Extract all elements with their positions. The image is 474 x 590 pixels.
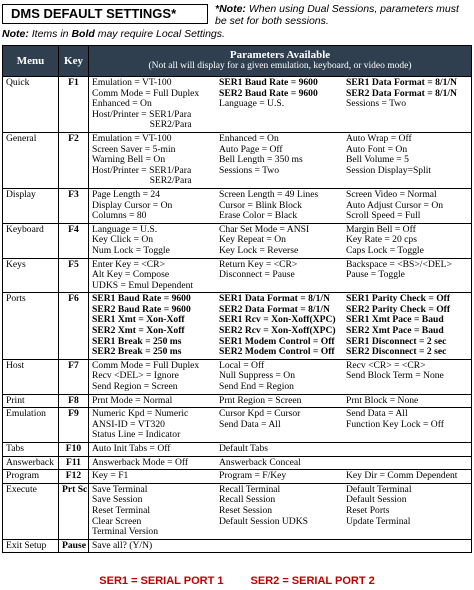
param-item: Send Data = All: [346, 408, 408, 420]
param-item: Sessions = Two: [219, 164, 280, 176]
params-cell: [89, 408, 472, 443]
param-item: Emulation = VT-100: [92, 77, 172, 88]
param-item: Numeric Kpd = Numeric: [92, 408, 189, 420]
param-item: SER1 Xmt = Xon-Xoff: [92, 314, 185, 326]
param-column: [92, 361, 219, 393]
param-item: Enhanced = On: [92, 98, 152, 110]
menu-cell: Ports: [3, 293, 59, 360]
key-cell: F9: [59, 408, 89, 443]
param-item: Sessions = Two: [346, 98, 407, 110]
param-item: SER2 Xmt Pace = Baud: [346, 325, 444, 337]
param-item: Auto Page = Off: [219, 143, 283, 155]
param-item: Bell Length = 350 ms: [219, 154, 303, 166]
params-cell: [89, 456, 472, 470]
param-item: Language = U.S.: [219, 98, 285, 110]
param-item: Program = F/Key: [219, 470, 287, 482]
key-cell: F10: [59, 443, 89, 457]
param-item: Prnt Block = None: [346, 394, 419, 406]
param-item: Default Session UDKS: [219, 515, 309, 527]
table-row: [3, 456, 472, 470]
params-cell: [89, 258, 472, 293]
param-item: Default Terminal: [346, 483, 412, 495]
params-subtitle: (Not all will display for a given emulation, keyboard, or video mode): [148, 60, 412, 71]
note-text: When using Dual Sessions, parameters must be set for both sessions.: [215, 3, 459, 27]
param-column: [219, 78, 346, 110]
param-item: SER1 Baud Rate = 9600: [92, 293, 191, 305]
param-item: Clear Screen: [92, 515, 142, 527]
param-column: [219, 294, 346, 358]
param-item: Caps Lock = Toggle: [346, 244, 424, 256]
key-cell: Pause: [59, 539, 89, 553]
param-item: Enter Key = <CR>: [92, 258, 165, 270]
param-item: Auto Init Tabs = Off: [92, 443, 171, 454]
port-legend: [0, 575, 474, 587]
param-column: [346, 134, 472, 176]
param-item: Status Line = Indicator: [92, 429, 181, 441]
param-item: Save all? (Y/N): [92, 539, 153, 551]
params-cell: [89, 483, 472, 539]
table-row: [3, 77, 472, 133]
param-item: SER1 Data Format = 8/1/N: [346, 77, 457, 88]
param-column: [346, 361, 472, 382]
menu-cell: Exit Setup: [3, 539, 59, 553]
param-column: [219, 458, 346, 469]
param-item: Prnt Mode = Normal: [92, 394, 173, 406]
table-row: [3, 443, 472, 457]
param-item: Key Repeat = On: [219, 234, 286, 246]
param-item: Key = F1: [92, 470, 129, 482]
param-column: [219, 396, 346, 407]
param-item: Display Cursor = On: [92, 199, 173, 211]
param-item: SER2 Modem Control = Off: [219, 346, 335, 358]
bold-items-note: [2, 28, 225, 40]
key-cell: F1: [59, 77, 89, 133]
param-item: SER2 Data Format = 8/1/N: [219, 303, 330, 315]
key-cell: F3: [59, 188, 89, 223]
param-column: [219, 190, 346, 222]
param-column: [219, 471, 346, 482]
param-item: Scroll Speed = Full: [346, 210, 421, 222]
param-item: ANSI-ID = VT320: [92, 418, 165, 430]
table-row: [3, 293, 472, 360]
param-item: Save Session: [92, 494, 143, 506]
param-item: Key Dir = Comm Dependent: [346, 470, 458, 482]
key-cell: Prt Sc: [59, 483, 89, 539]
param-item: Screen Length = 49 Lines: [219, 188, 319, 200]
param-item: Bell Volume = 5: [346, 154, 409, 166]
param-item: Host/Printer = SER1/Para: [92, 164, 192, 176]
param-item: Send End = Region: [219, 381, 294, 393]
param-item: Screen Video = Normal: [346, 188, 437, 200]
params-cell: [89, 470, 472, 484]
param-item: Recall Terminal: [219, 483, 281, 495]
param-item: SER1 Disconnect = 2 sec: [346, 335, 447, 347]
menu-cell: Keyboard: [3, 223, 59, 258]
note-text-bold: Bold: [71, 28, 95, 40]
param-column: [92, 396, 219, 407]
param-item: Send Block Term = None: [346, 370, 444, 382]
param-item: Local = Off: [219, 359, 265, 371]
param-item: Erase Color = Black: [219, 210, 298, 222]
param-item: Columns = 80: [92, 210, 147, 222]
param-column: [346, 485, 472, 527]
param-column: [92, 294, 219, 358]
param-item: Reset Ports: [346, 504, 390, 516]
param-item: SER2/Para: [92, 175, 192, 187]
param-item: Language = U.S.: [92, 223, 158, 235]
param-item: Cursor = Blink Block: [219, 199, 302, 211]
menu-cell: Display: [3, 188, 59, 223]
menu-cell: Keys: [3, 258, 59, 293]
param-item: SER1 Rcv = Xon-Xoff(XPC): [219, 314, 336, 326]
param-column: [219, 409, 346, 430]
param-item: Comm Mode = Full Duplex: [92, 359, 200, 371]
param-item: Char Set Mode = ANSI: [219, 223, 310, 235]
param-column: [346, 409, 472, 430]
table-row: [3, 258, 472, 293]
param-column: [346, 396, 472, 407]
param-item: Reset Terminal: [92, 504, 151, 516]
param-column: [346, 78, 472, 110]
key-cell: F4: [59, 223, 89, 258]
param-item: SER2 Disconnect = 2 sec: [346, 346, 447, 358]
param-column: [346, 260, 472, 281]
param-item: UDKS = Emul Dependent: [92, 279, 194, 291]
page-title: DMS DEFAULT SETTINGS*: [2, 4, 208, 24]
param-column: [92, 78, 219, 131]
param-item: SER1 Modem Control = Off: [219, 335, 335, 347]
menu-cell: Emulation: [3, 408, 59, 443]
param-item: Save Terminal: [92, 483, 148, 495]
param-item: Update Terminal: [346, 515, 411, 527]
param-item: Screen Saver = 5-min: [92, 143, 176, 155]
param-item: SER1 Xmt Pace = Baud: [346, 314, 444, 326]
param-column: [92, 471, 219, 482]
param-item: Emulation = VT-100: [92, 132, 172, 144]
param-column: [346, 471, 472, 482]
param-item: Num Lock = Toggle: [92, 244, 170, 256]
param-item: Margin Bell = Off: [346, 223, 416, 235]
menu-cell: Print: [3, 394, 59, 408]
param-item: Warning Bell = On: [92, 154, 166, 166]
param-item: SER2 Baud Rate = 9600: [92, 303, 191, 315]
note-text-post: may require Local Settings.: [94, 28, 225, 40]
param-column: [346, 190, 472, 222]
param-item: Prnt Region = Screen: [219, 394, 302, 406]
table-row: [3, 188, 472, 223]
param-item: Recv <DEL> = Ignore: [92, 370, 179, 382]
param-column: [219, 134, 346, 176]
key-column-header: Key: [59, 46, 89, 77]
param-item: Disconnect = Pause: [219, 269, 295, 281]
param-item: SER1 Data Format = 8/1/N: [219, 293, 330, 305]
params-title: Parameters Available: [229, 49, 331, 62]
param-item: Pause = Toggle: [346, 269, 405, 281]
param-column: [92, 225, 219, 257]
param-column: [346, 225, 472, 257]
params-cell: [89, 132, 472, 188]
param-item: Cursor Kpd = Cursor: [219, 408, 301, 420]
param-column: [92, 409, 219, 441]
legend-ser1: SER1 = SERIAL PORT 1: [99, 575, 224, 587]
param-column: [92, 260, 219, 292]
menu-cell: Tabs: [3, 443, 59, 457]
menu-cell: Answerback: [3, 456, 59, 470]
param-item: SER1 Parity Check = Off: [346, 293, 451, 305]
legend-ser2: SER2 = SERIAL PORT 2: [250, 575, 375, 587]
params-cell: [89, 77, 472, 133]
param-column: [219, 260, 346, 281]
dual-session-note: [215, 3, 471, 27]
param-item: Host/Printer = SER1/Para: [92, 108, 192, 120]
param-item: Enhanced = On: [219, 132, 279, 144]
note-label: Note:: [2, 28, 29, 40]
param-item: Page Length = 24: [92, 188, 161, 200]
param-item: SER2 Break = 250 ms: [92, 346, 182, 358]
param-item: Null Suppress = On: [219, 370, 296, 382]
param-item: Recall Session: [219, 494, 276, 506]
param-item: Default Session: [346, 494, 407, 506]
param-column: [92, 134, 219, 187]
param-item: Function Key Lock = Off: [346, 418, 444, 430]
param-item: SER2 Rcv = Xon-Xoff(XPC): [219, 325, 336, 337]
param-item: Reset Session: [219, 504, 273, 516]
params-cell: [89, 359, 472, 394]
param-item: Send Data = All: [219, 418, 281, 430]
param-item: Send Region = Screen: [92, 381, 178, 393]
key-cell: F11: [59, 456, 89, 470]
table-row: [3, 223, 472, 258]
settings-table: [2, 45, 472, 553]
param-column: [219, 444, 346, 455]
param-item: Key Lock = Reverse: [219, 244, 299, 256]
params-cell: [89, 293, 472, 360]
menu-column-header: Menu: [3, 46, 59, 77]
param-item: Default Tabs: [219, 443, 268, 454]
param-column: [92, 190, 219, 222]
param-item: Terminal Version: [92, 526, 159, 538]
key-cell: F12: [59, 470, 89, 484]
param-item: SER2 Baud Rate = 9600: [219, 87, 318, 99]
params-cell: [89, 188, 472, 223]
params-column-header: [89, 46, 472, 77]
param-item: SER2/Para: [92, 119, 192, 131]
param-column: [92, 458, 219, 469]
key-cell: F5: [59, 258, 89, 293]
param-item: Key Click = On: [92, 234, 154, 246]
param-item: SER2 Parity Check = Off: [346, 303, 451, 315]
table-row: [3, 539, 472, 553]
param-item: Answerback Conceal: [219, 456, 301, 468]
table-row: [3, 359, 472, 394]
menu-cell: General: [3, 132, 59, 188]
param-item: Backspace = <BS>/<DEL>: [346, 258, 452, 270]
param-item: Key Rate = 20 cps: [346, 234, 417, 246]
menu-cell: Host: [3, 359, 59, 394]
param-item: Comm Mode = Full Duplex: [92, 87, 200, 99]
table-row: [3, 132, 472, 188]
menu-cell: Quick: [3, 77, 59, 133]
param-item: Answerback Mode = Off: [92, 456, 189, 468]
note-label: *Note:: [215, 3, 246, 15]
table-row: [3, 394, 472, 408]
param-column: [346, 294, 472, 358]
note-text-pre: Items in: [28, 28, 72, 40]
param-item: SER1 Baud Rate = 9600: [219, 77, 318, 88]
key-cell: F6: [59, 293, 89, 360]
param-item: Auto Wrap = Off: [346, 132, 412, 144]
table-row: [3, 470, 472, 484]
menu-cell: Program: [3, 470, 59, 484]
table-header-row: [3, 46, 472, 77]
param-item: Auto Adjust Cursor = On: [346, 199, 444, 211]
param-item: SER2 Data Format = 8/1/N: [346, 87, 457, 99]
table-row: [3, 408, 472, 443]
param-item: SER2 Xmt = Xon-Xoff: [92, 325, 185, 337]
table-row: [3, 483, 472, 539]
param-item: Alt Key = Compose: [92, 269, 170, 281]
param-item: SER1 Break = 250 ms: [92, 335, 182, 347]
param-item: Return Key = <CR>: [219, 258, 298, 270]
params-cell: [89, 443, 472, 457]
param-column: [92, 541, 219, 552]
param-item: Session Display=Split: [346, 164, 432, 176]
params-cell: [89, 394, 472, 408]
param-column: [219, 225, 346, 257]
key-cell: F7: [59, 359, 89, 394]
key-cell: F8: [59, 394, 89, 408]
param-item: Auto Font = On: [346, 143, 408, 155]
param-column: [219, 485, 346, 527]
param-column: [92, 444, 219, 455]
param-column: [92, 485, 219, 538]
menu-cell: Execute: [3, 483, 59, 539]
params-cell: [89, 223, 472, 258]
param-item: Recv <CR> = <CR>: [346, 359, 426, 371]
param-column: [219, 361, 346, 393]
key-cell: F2: [59, 132, 89, 188]
params-cell: [89, 539, 472, 553]
table-body: [3, 77, 472, 553]
